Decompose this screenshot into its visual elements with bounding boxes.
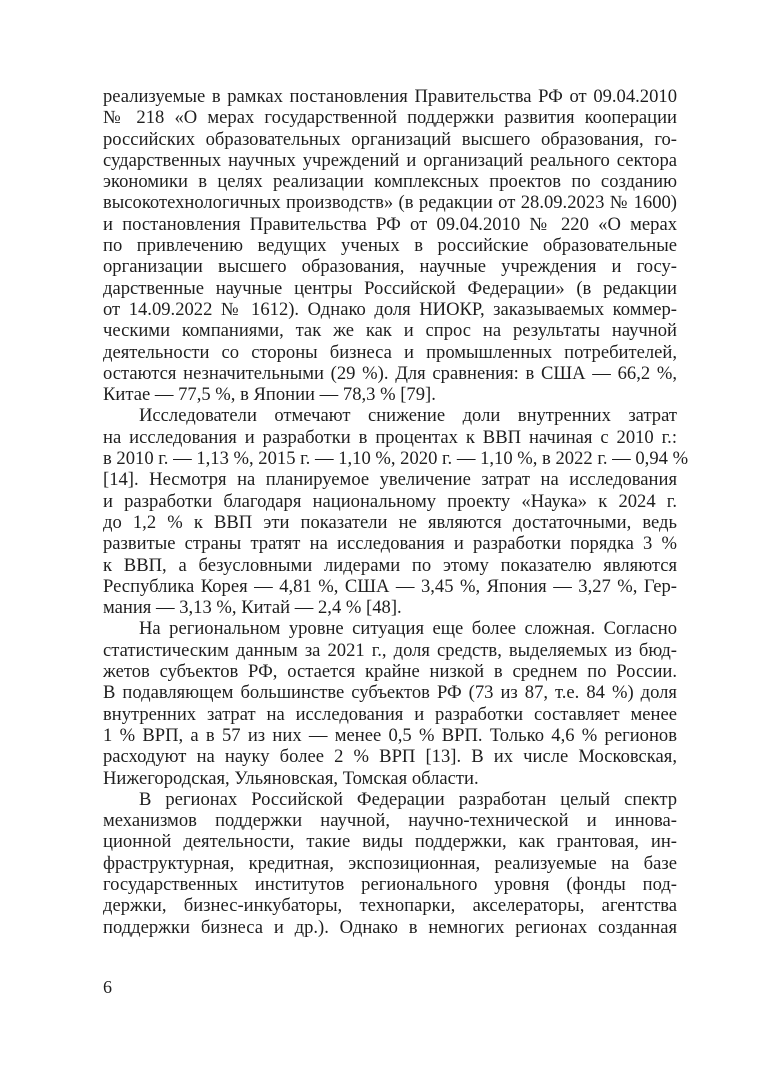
text-line: высокотехнологичных производств» (в редакции от 28.09.2023 № 1600): [103, 192, 677, 214]
text-line: статистическим данным за 2021 г., доля средств, выделяемых из бюд-: [103, 639, 677, 661]
text-line: поддержки бизнеса и др.). Однако в немногих регионах созданная: [103, 916, 677, 938]
text-line: Исследователи отмечают снижение доли внутренних затрат: [139, 405, 677, 427]
paragraph: [103, 405, 689, 619]
text-line: и разработки благодаря национальному проекту «Наука» к 2024 г.: [103, 490, 677, 512]
text-line: 1 % ВРП, а в 57 из них — менее 0,5 % ВРП. Только 4,6 % регионов: [103, 724, 677, 746]
text-line: на исследования и разработки в процентах к ВВП начиная с 2010 г.:: [103, 426, 677, 448]
text-line: ческими компаниями, так же как и спрос на результаты научной: [103, 320, 677, 342]
text-line: Нижегородская, Ульяновская, Томская области.: [103, 767, 479, 789]
text-line: от 14.09.2022 № 1612). Однако доля НИОКР, заказываемых коммер-: [103, 298, 677, 320]
text-line: На региональном уровне ситуация еще более сложная. Согласно: [139, 618, 677, 640]
text-line: российских образовательных организаций высшего образования, го-: [103, 128, 677, 150]
paragraph: [103, 86, 677, 405]
text-line: организации высшего образования, научные учреждения и госу-: [103, 256, 677, 278]
text-line: до 1,2 % к ВВП эти показатели не являются достаточными, ведь: [103, 511, 677, 533]
text-line: мания — 3,13 %, Китай — 2,4 % [48].: [103, 597, 402, 619]
text-line: реализуемые в рамках постановления Правительства РФ от 09.04.2010: [103, 86, 677, 107]
text-line: № 218 «О мерах государственной поддержки развития кооперации: [103, 107, 677, 129]
text-line: фраструктурная, кредитная, экспозиционная, реализуемые на базе: [103, 852, 677, 874]
text-line: ционной деятельности, такие виды поддержки, как грантовая, ин-: [103, 831, 677, 853]
text-line: расходуют на науку более 2 % ВРП [13]. В их числе Московская,: [103, 746, 677, 768]
text-line: государственных институтов регионального уровня (фонды под-: [103, 873, 677, 895]
text-line: [14]. Несмотря на планируемое увеличение затрат на исследования: [103, 469, 677, 491]
text-line: Республика Корея — 4,81 %, США — 3,45 %, Япония — 3,27 %, Гер-: [103, 575, 677, 597]
text-line: деятельности со стороны бизнеса и промышленных потребителей,: [103, 341, 677, 363]
text-line: держки, бизнес-инкубаторы, технопарки, акселераторы, агентства: [103, 895, 677, 917]
paragraph: [103, 618, 677, 788]
text-line: сударственных научных учреждений и организаций реального сектора: [103, 149, 677, 171]
text-line: экономики в целях реализации комплексных проектов по созданию: [103, 171, 677, 193]
text-line: и постановления Правительства РФ от 09.04.2010 № 220 «О мерах: [103, 213, 677, 235]
page-number: 6: [103, 977, 112, 997]
text-line: В регионах Российской Федерации разработан целый спектр: [139, 788, 677, 810]
text-line: внутренних затрат на исследования и разработки составляет менее: [103, 703, 677, 725]
document-body: [103, 86, 689, 938]
text-line: механизмов поддержки научной, научно-технической и иннова-: [103, 810, 677, 832]
text-line: Китае — 77,5 %, в Японии — 78,3 % [79].: [103, 384, 436, 406]
paragraph: [103, 789, 677, 938]
text-line: жетов субъектов РФ, остается крайне низкой в среднем по России.: [103, 661, 677, 683]
text-line: дарственные научные центры Российской Федерации» (в редакции: [103, 277, 677, 299]
text-line: остаются незначительными (29 %). Для сравнения: в США — 66,2 %,: [103, 362, 677, 384]
text-line: развитые страны тратят на исследования и разработки порядка 3 %: [103, 533, 677, 555]
text-line: по привлечению ведущих ученых в российские образовательные: [103, 235, 677, 257]
text-line: к ВВП, а безусловными лидерами по этому показателю являются: [103, 554, 677, 576]
text-line: В подавляющем большинстве субъектов РФ (73 из 87, т.е. 84 %) доля: [103, 682, 677, 704]
text-line: в 2010 г. — 1,13 %, 2015 г. — 1,10 %, 2020 г. — 1,10 %, в 2022 г. — 0,94 %: [103, 448, 689, 470]
